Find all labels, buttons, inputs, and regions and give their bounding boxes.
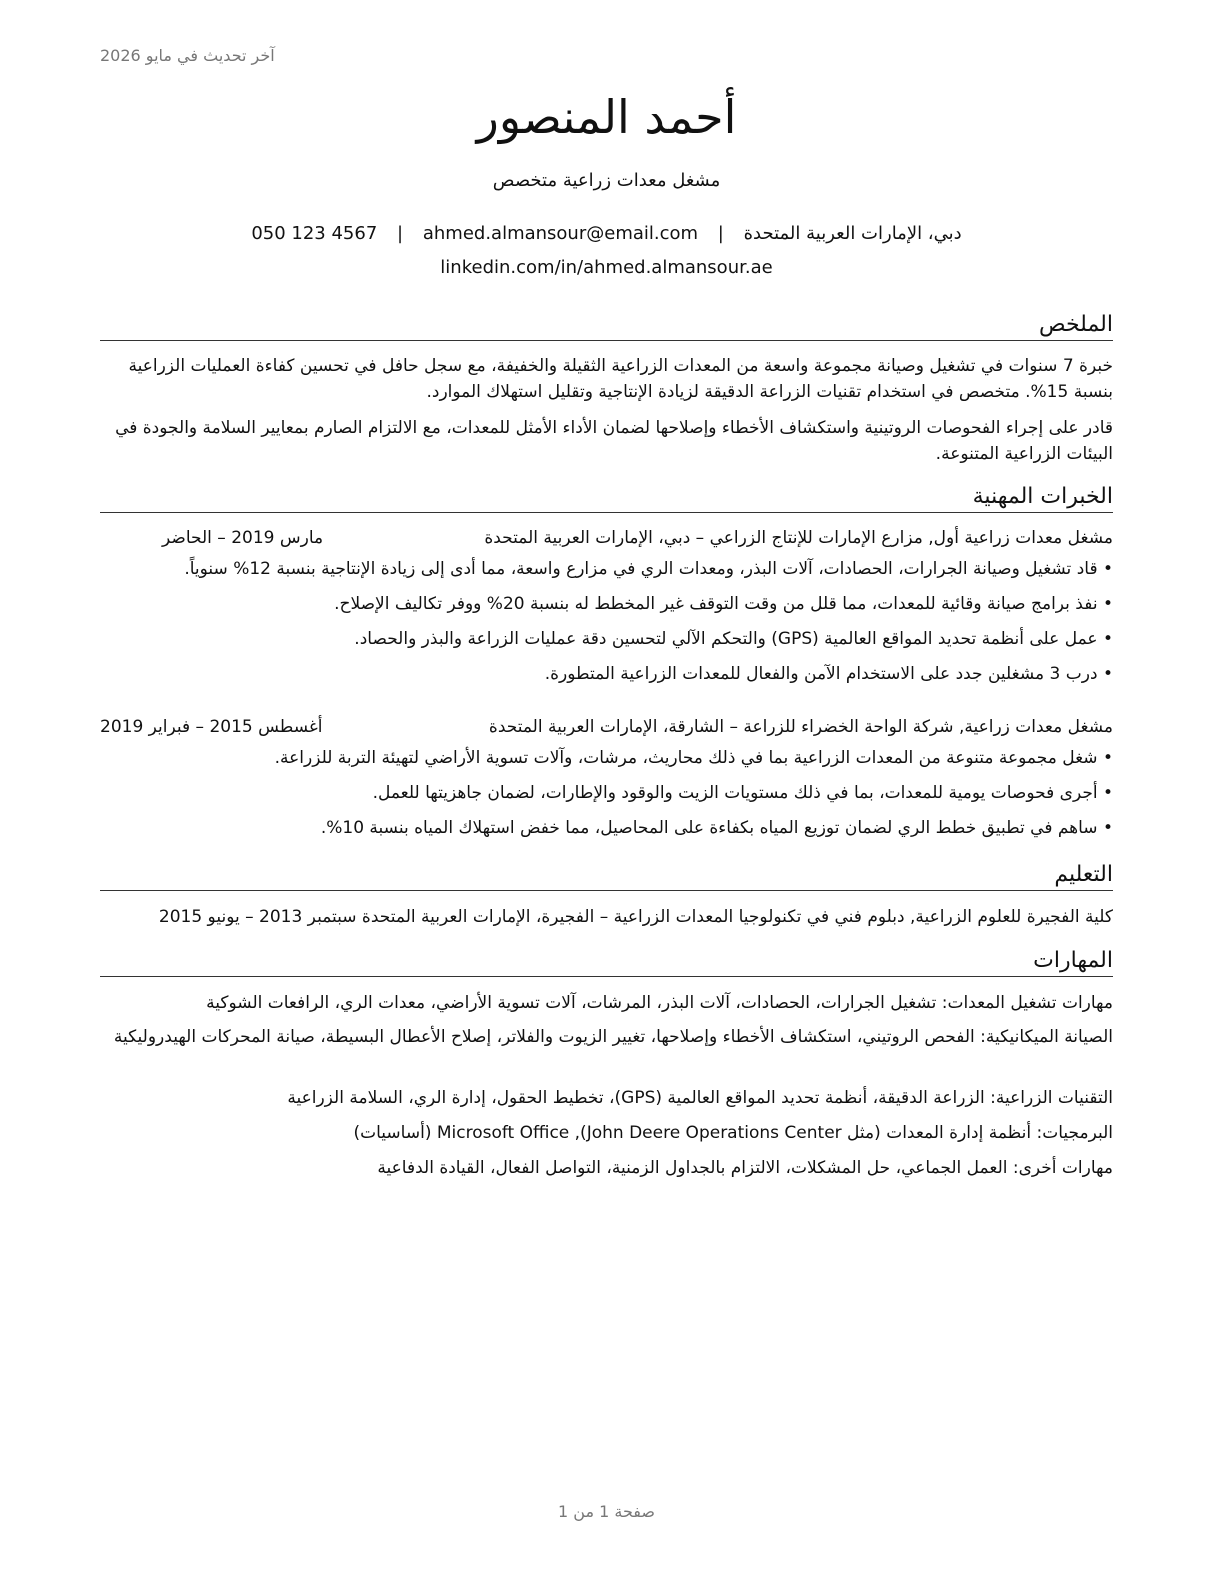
separator: | bbox=[717, 223, 724, 244]
skill-line: الصيانة الميكانيكية: الفحص الروتيني، استكشاف الأخطاء وإصلاحها، تغيير الزيوت والفلاتر، إصلاح الأعطال البسيطة، صيانة المحركات الهيدروليكية bbox=[113, 1027, 1113, 1047]
page-number: صفحة 1 من 1 bbox=[558, 1502, 655, 1521]
job-title-company: مشغل معدات زراعية أول, مزارع الإمارات للإنتاج الزراعي – دبي، الإمارات العربية المتحدة bbox=[484, 528, 1113, 548]
skill-line: التقنيات الزراعية: الزراعة الدقيقة، أنظمة تحديد المواقع العالمية (GPS)، تخطيط الحقول، إدارة الري، السلامة الزراعية bbox=[287, 1088, 1113, 1108]
job-bullet: • شغل مجموعة متنوعة من المعدات الزراعية بما في ذلك محاريث، مرشات، وآلات تسوية الأراضي لتهيئة التربة للزراعة. bbox=[274, 748, 1113, 768]
email-link[interactable]: ahmed.almansour@email.com bbox=[422, 223, 699, 244]
separator: | bbox=[397, 223, 404, 244]
job-header bbox=[100, 528, 1113, 552]
job-header bbox=[100, 717, 1113, 741]
job-title: مشغل معدات زراعية متخصص bbox=[492, 170, 721, 191]
job-bullet: • عمل على أنظمة تحديد المواقع العالمية (GPS) والتحكم الآلي لتحسين دقة عمليات الزراعة والبذر والحصاد. bbox=[354, 629, 1113, 649]
job-bullet: • ساهم في تطبيق خطط الري لضمان توزيع المياه بكفاءة على المحاصيل، مما خفض استهلاك المياه بنسبة 10%. bbox=[320, 818, 1113, 838]
summary-paragraph-1: خبرة 7 سنوات في تشغيل وصيانة مجموعة واسعة من المعدات الزراعية الثقيلة والخفيفة، مع سجل حافل في تحسين كفاءة العمليات الزراعية بنسبة 15%. متخصص في استخدام تقنيات الزراعة الدقيقة لزيادة الإنتاجية وتقليل استهلاك الموارد. bbox=[128, 356, 1113, 402]
job-dates: مارس 2019 – الحاضر bbox=[162, 528, 324, 548]
contact-line bbox=[100, 223, 1113, 244]
education-entry: كلية الفجيرة للعلوم الزراعية, دبلوم فني في تكنولوجيا المعدات الزراعية – الفجيرة، الإمارات العربية المتحدة سبتمبر 2013 – يونيو 2015 bbox=[158, 907, 1113, 927]
skill-line: مهارات أخرى: العمل الجماعي، حل المشكلات، الالتزام بالجداول الزمنية، التواصل الفعال، القيادة الدفاعية bbox=[377, 1158, 1113, 1178]
last-updated-note: آخر تحديث في مايو 2026 bbox=[100, 46, 275, 65]
job-dates: أغسطس 2015 – فبراير 2019 bbox=[100, 717, 323, 737]
job-bullet: • درب 3 مشغلين جدد على الاستخدام الآمن والفعال للمعدات الزراعية المتطورة. bbox=[544, 664, 1113, 684]
linkedin-link[interactable]: linkedin.com/in/ahmed.almansour.ae bbox=[440, 257, 773, 278]
job-bullet: • أجرى فحوصات يومية للمعدات، بما في ذلك مستويات الزيت والوقود والإطارات، لضمان جاهزيتها للعمل. bbox=[372, 783, 1113, 803]
location: دبي، الإمارات العربية المتحدة bbox=[743, 223, 962, 244]
summary-paragraph-2: قادر على إجراء الفحوصات الروتينية واستكشاف الأخطاء وإصلاحها لضمان الأداء الأمثل للمعدات، مع الالتزام الصارم بمعايير السلامة والجودة في البيئات الزراعية المتنوعة. bbox=[115, 418, 1113, 464]
job-bullet: • نفذ برامج صيانة وقائية للمعدات، مما قلل من وقت التوقف غير المخطط له بنسبة 20% ووفر تكاليف الإصلاح. bbox=[334, 594, 1113, 614]
job-bullet: • قاد تشغيل وصيانة الجرارات، الحصادات، آلات البذر، ومعدات الري في مزارع واسعة، مما أدى إلى زيادة الإنتاجية بنسبة 12% سنوياً. bbox=[184, 559, 1113, 579]
skill-line: مهارات تشغيل المعدات: تشغيل الجرارات، الحصادات، آلات البذر، المرشات، آلات تسوية الأراضي، معدات الري، الرافعات الشوكية bbox=[206, 993, 1113, 1013]
skills-heading: المهارات bbox=[100, 948, 1113, 977]
candidate-name: أحمد المنصور bbox=[476, 90, 737, 144]
education-heading: التعليم bbox=[100, 862, 1113, 891]
resume-page bbox=[100, 0, 1113, 1584]
phone-number: 050 123 4567 bbox=[251, 223, 378, 244]
experience-heading: الخبرات المهنية bbox=[100, 484, 1113, 513]
skill-line: البرمجيات: أنظمة إدارة المعدات (مثل John Deere Operations Center), Microsoft Office (أساسيات) bbox=[353, 1123, 1113, 1143]
job-title-company: مشغل معدات زراعية, شركة الواحة الخضراء للزراعة – الشارقة، الإمارات العربية المتحدة bbox=[488, 717, 1113, 737]
summary-heading: الملخص bbox=[100, 312, 1113, 341]
